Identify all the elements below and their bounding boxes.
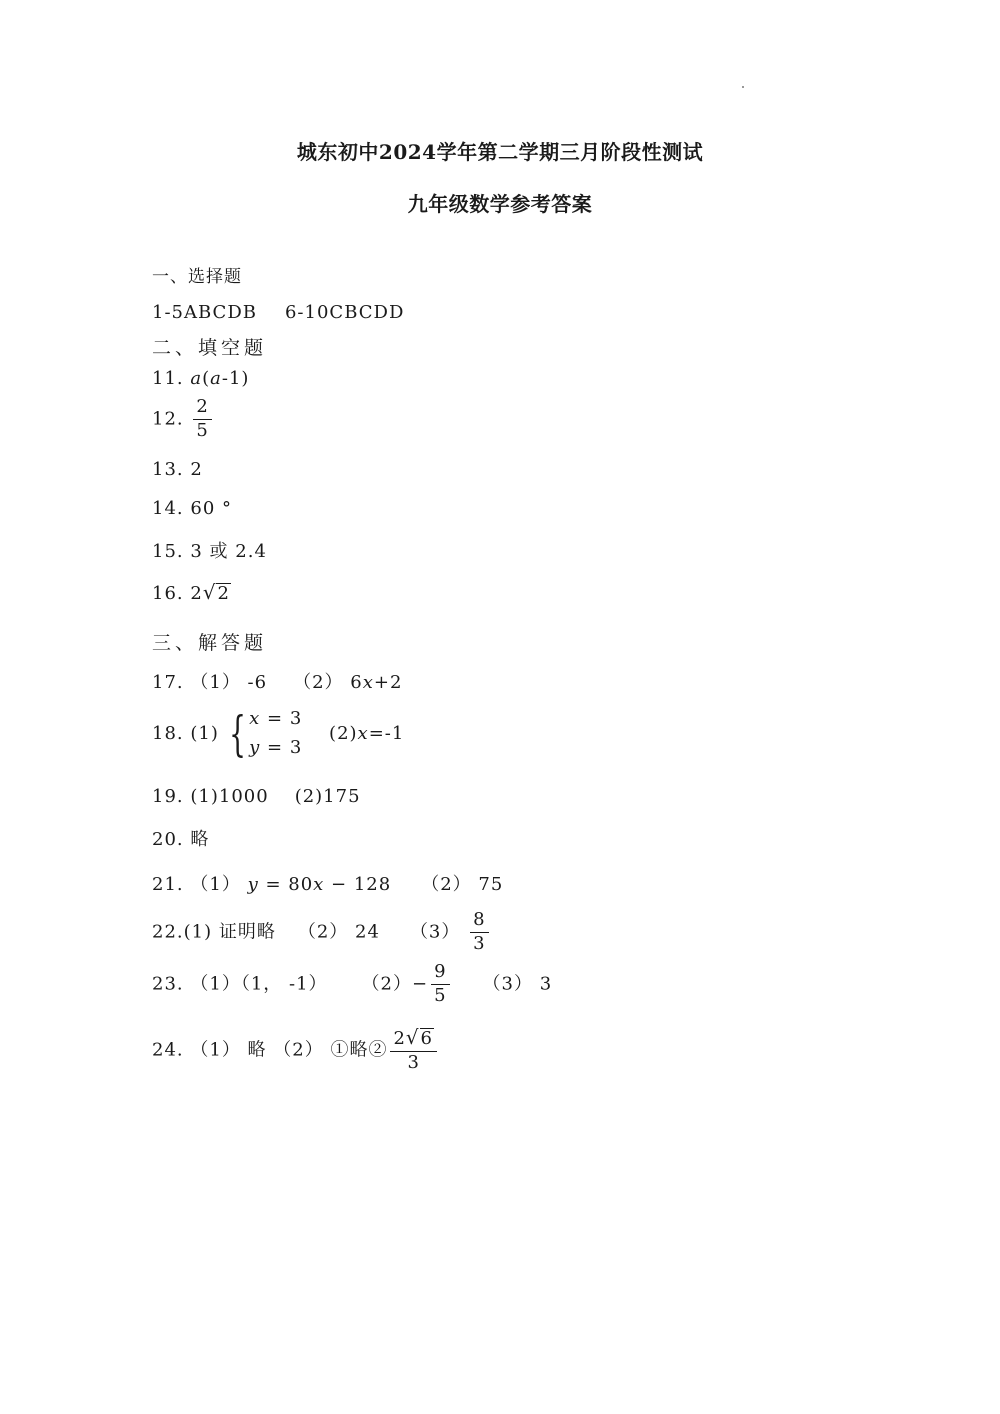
part-1: (1)1000 [190, 786, 269, 807]
math-var: y [249, 736, 261, 758]
question-number: 15. [152, 541, 184, 562]
answer-row-17 [152, 668, 402, 694]
numerator: 8 [470, 911, 488, 933]
question-number: 22. [152, 921, 184, 943]
fraction [390, 1028, 437, 1073]
part-3-label: （3） [409, 921, 461, 943]
question-number: 13. [152, 459, 184, 480]
question-number: 18. [152, 722, 184, 744]
square-root [203, 583, 231, 604]
section-heading-fill: 二、填空题 [152, 337, 268, 359]
answer-value: 2 [190, 459, 203, 480]
radicand: 6 [420, 1028, 433, 1049]
fraction [431, 963, 449, 1006]
square-root [406, 1028, 434, 1049]
answer-value: 略 [190, 829, 210, 850]
system-row [249, 705, 302, 734]
part-1-label: (1) [190, 722, 219, 744]
numerator: 2 [193, 398, 211, 420]
question-number: 19. [152, 786, 184, 807]
math-var: x [362, 672, 374, 693]
math-var: x [357, 722, 369, 744]
denominator: 3 [407, 1051, 420, 1073]
page-subtitle: 九年级数学参考答案 [407, 192, 593, 216]
answer-row-13 [152, 459, 203, 480]
math-var: a [210, 368, 222, 389]
question-number: 12. [152, 408, 184, 430]
math-text: ( [202, 368, 211, 389]
part-2-label: （2） [361, 973, 412, 995]
question-number: 17. [152, 672, 184, 693]
radicand: 2 [217, 583, 230, 604]
answers-1-5: 1-5ABCDB [152, 302, 257, 323]
math-text: = 3 [260, 708, 303, 729]
system-rows [249, 705, 302, 763]
math-text: +2 [373, 672, 403, 693]
scan-speck [742, 86, 744, 88]
section-heading-choice: 一、选择题 [152, 267, 242, 287]
minus-sign: − [412, 973, 429, 995]
answer-row-15 [152, 537, 267, 563]
answer-row-12 [152, 398, 215, 441]
equation-system [226, 705, 303, 763]
numerator: 9 [431, 963, 449, 985]
math-text: 2 [190, 583, 203, 604]
part-2: (2)175 [294, 786, 361, 807]
answer-row-21 [152, 870, 503, 896]
question-number: 23. [152, 973, 184, 995]
math-text: =-1 [368, 722, 405, 744]
question-number: 11. [152, 368, 184, 389]
fraction [193, 398, 211, 441]
answer-value: 60 ° [190, 498, 233, 519]
answer-row-1-10 [152, 302, 404, 323]
question-number: 20. [152, 829, 184, 850]
left-brace: { [228, 705, 247, 762]
answer-value: 3 或 2.4 [190, 541, 267, 562]
question-number: 24. [152, 1039, 184, 1061]
denominator: 5 [196, 419, 209, 441]
part-1-label: （1） [190, 874, 241, 895]
part-2: （2） 6 [293, 672, 363, 693]
math-text: = 3 [260, 736, 303, 758]
question-number: 16. [152, 583, 184, 604]
answer-row-24 [152, 1028, 440, 1073]
part-3: （3） 3 [482, 973, 553, 995]
answer-row-11 [152, 368, 249, 389]
question-number: 14. [152, 498, 184, 519]
denominator: 5 [434, 984, 447, 1006]
answer-row-19 [152, 786, 361, 807]
answer-row-14 [152, 498, 232, 519]
fraction [470, 911, 488, 954]
radical-sign: √ [202, 581, 217, 604]
answer-row-20 [152, 825, 209, 851]
part-2: （2） 75 [421, 874, 504, 895]
answer-row-23 [152, 963, 552, 1006]
math-text: 2 [393, 1028, 406, 1049]
math-text: = 80 [258, 874, 314, 895]
system-row [249, 734, 302, 763]
answer-row-22 [152, 911, 492, 954]
numerator [390, 1028, 437, 1052]
math-var: y [247, 874, 259, 895]
part-1: （1）（1， -1） [190, 973, 328, 995]
section-heading-solve: 三、解答题 [152, 632, 268, 654]
math-var: a [190, 368, 203, 389]
answers-6-10: 6-10CBCDD [284, 302, 405, 323]
part-1: (1) 证明略 [183, 921, 276, 943]
page-title: 城东初中2024学年第二学期三月阶段性测试 [296, 140, 704, 164]
math-text: − 128 [324, 874, 392, 895]
part-2-label: (2) [329, 722, 358, 744]
math-text: -1) [221, 368, 250, 389]
part-1-2: （1） 略 （2） ①略② [190, 1039, 388, 1061]
part-2: （2） 24 [297, 921, 380, 943]
answer-row-18 [152, 705, 404, 763]
denominator: 3 [473, 932, 486, 954]
radical-sign: √ [405, 1026, 420, 1049]
part-1: （1） -6 [190, 672, 268, 693]
answer-row-16 [152, 583, 231, 604]
question-number: 21. [152, 874, 184, 895]
math-var: x [313, 874, 325, 895]
math-var: x [249, 708, 261, 729]
